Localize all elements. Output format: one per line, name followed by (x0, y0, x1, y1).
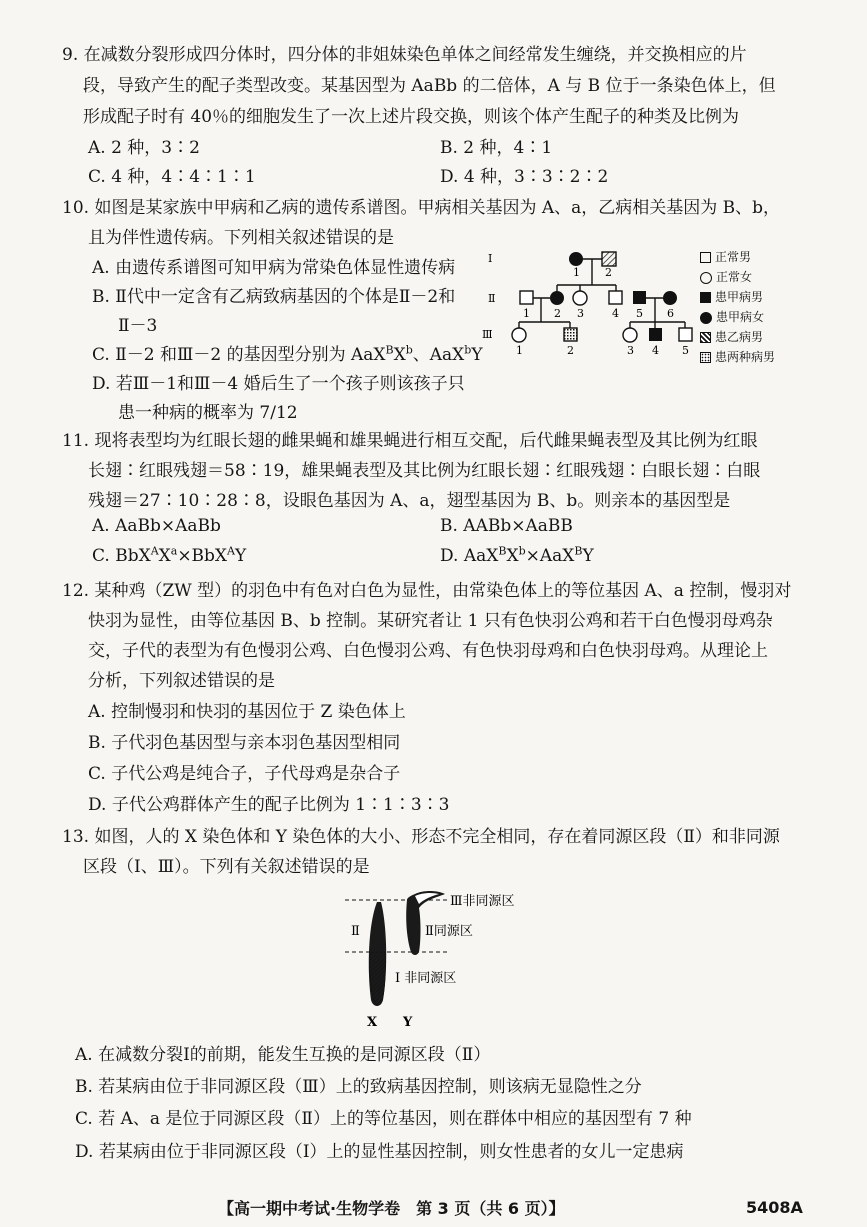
q9-option-d: D. 4 种，3∶3∶2∶2 (440, 167, 609, 187)
q9-option-c: C. 4 种，4∶4∶1∶1 (88, 167, 256, 187)
svg-text:6: 6 (667, 307, 674, 320)
q11-option-a: A. AaBb×AaBb (92, 516, 221, 536)
svg-text:1: 1 (573, 266, 580, 279)
ped-II-4 (609, 291, 622, 304)
q12-line-1: 12. 某种鸡（ZW 型）的羽色中有色对白色为显性，由常染色体上的等位基因 A、a 控制，慢羽对 (62, 581, 792, 601)
y-chromosome (406, 891, 445, 955)
ped-II-5 (633, 291, 646, 304)
q12-line-3: 交，子代的表型为有色慢羽公鸡、白色慢羽公鸡、有色快羽母鸡和白色快羽母鸡。从理论上 (88, 641, 768, 661)
ped-III-5 (679, 328, 692, 341)
q10-line-2: 且为伴性遗传病。下列相关叙述错误的是 (88, 228, 394, 248)
svg-text:2: 2 (554, 307, 561, 320)
q10-option-d-line1: D. 若Ⅲ－1和Ⅲ－4 婚后生了一个孩子则该孩子只 (92, 374, 465, 394)
q12-option-b: B. 子代羽色基因型与亲本羽色基因型相同 (88, 733, 401, 753)
ped-I-2 (602, 252, 616, 266)
svg-text:2: 2 (567, 344, 574, 357)
paper-code: 5408A (746, 1198, 803, 1217)
ped-II-3 (573, 291, 587, 305)
q11-line-1: 11. 现将表型均为红眼长翅的雌果蝇和雄果蝇进行相互交配，后代雌果蝇表型及其比例为红眼 (62, 431, 758, 451)
label-II-left: Ⅱ (351, 924, 360, 939)
ped-II-2 (550, 291, 564, 305)
q12-option-d: D. 子代公鸡群体产生的配子比例为 1∶1∶3∶3 (88, 795, 450, 815)
q12-line-4: 分析，下列叙述错误的是 (88, 671, 275, 691)
svg-text:5: 5 (682, 344, 689, 357)
gen-label-3: Ⅲ (482, 328, 493, 341)
q11-option-b: B. AABb×AaBB (440, 516, 573, 536)
page-footer: 【高一期中考试·生物学卷 第 3 页（共 6 页）】 (218, 1199, 565, 1218)
q10-line-1: 10. 如图是某家族中甲病和乙病的遗传系谱图。甲病相关基因为 A、a，乙病相关基因为 B、b， (62, 198, 781, 218)
q12-option-a: A. 控制慢羽和快羽的基因位于 Z 染色体上 (88, 702, 406, 722)
gen-label-1: Ⅰ (488, 252, 493, 265)
svg-text:1: 1 (516, 344, 523, 357)
ped-II-6 (663, 291, 677, 305)
label-Y: Y (403, 1015, 413, 1030)
q13-option-b: B. 若某病由位于非同源区段（Ⅲ）上的致病基因控制，则该病无显隐性之分 (75, 1077, 642, 1097)
svg-text:3: 3 (627, 344, 634, 357)
svg-text:2: 2 (605, 266, 612, 279)
q9-option-a: A. 2 种，3∶2 (88, 138, 200, 158)
svg-text:1: 1 (523, 307, 530, 320)
q13-option-d: D. 若某病由位于非同源区段（Ⅰ）上的显性基因控制，则女性患者的女儿一定患病 (75, 1142, 684, 1162)
svg-text:4: 4 (652, 344, 659, 357)
q13-line-2: 区段（Ⅰ、Ⅲ）。下列有关叙述错误的是 (83, 857, 370, 877)
ped-III-1 (512, 328, 526, 342)
label-II-right: Ⅱ同源区 (425, 924, 473, 939)
q9-line-1: 9. 在减数分裂形成四分体时，四分体的非姐妹染色单体之间经常发生缠绕，并交换相应的片 (62, 45, 747, 65)
label-III: Ⅲ非同源区 (450, 894, 515, 909)
q10-option-c: C. Ⅱ－2 和Ⅲ－2 的基因型分别为 $AaX^BX^b$、AaX$^b$Y (92, 343, 483, 365)
svg-text:5: 5 (636, 307, 643, 320)
legend-filled-circle-icon (700, 312, 712, 324)
q13-option-c: C. 若 A、a 是位于同源区段（Ⅱ）上的等位基因，则在群体中相应的基因型有 7 种 (75, 1109, 692, 1129)
xy-chromosome-figure (335, 880, 535, 1030)
q11-line-3: 残翅＝27∶10∶28∶8，设眼色基因为 A、a，翅型基因为 B、b。则亲本的基因型是 (88, 491, 731, 511)
legend-square-icon (700, 252, 711, 263)
q13-line-1: 13. 如图，人的 X 染色体和 Y 染色体的大小、形态不完全相同，存在着同源区段（Ⅱ）和非同源 (62, 827, 780, 847)
pedigree-chart (480, 245, 710, 370)
label-I: Ⅰ 非同源区 (395, 971, 457, 986)
ped-III-3 (623, 328, 637, 342)
gen-label-2: Ⅱ (488, 292, 496, 305)
label-X: X (367, 1015, 378, 1030)
q11-line-2: 长翅∶红眼残翅＝58∶19，雄果蝇表型及其比例为红眼长翅∶红眼残翅∶白眼长翅∶白眼 (88, 461, 761, 481)
q12-option-c: C. 子代公鸡是纯合子，子代母鸡是杂合子 (88, 764, 401, 784)
svg-text:4: 4 (612, 307, 619, 320)
q10-option-a: A. 由遗传系谱图可知甲病为常染色体显性遗传病 (92, 258, 456, 278)
q13-option-a: A. 在减数分裂Ⅰ的前期，能发生互换的是同源区段（Ⅱ） (75, 1045, 491, 1065)
q12-line-2: 快羽为显性，由等位基因 B、b 控制。某研究者让 1 只有色快羽公鸡和若干白色慢羽母鸡杂 (88, 611, 773, 631)
ped-III-4 (649, 328, 662, 341)
q10-option-b-line2: Ⅱ－3 (118, 316, 158, 336)
legend-dotted-square-icon (700, 352, 711, 363)
legend-filled-square-icon (700, 292, 711, 303)
ped-III-2 (564, 328, 577, 341)
q10-option-d-line2: 患一种病的概率为 7/12 (118, 403, 298, 423)
q11-option-c: C. $BbX^AX^a\times BbX^AY$ (92, 544, 247, 566)
ped-II-1 (520, 291, 533, 304)
ped-I-1 (569, 252, 583, 266)
q9-option-b: B. 2 种，4∶1 (440, 138, 553, 158)
q9-line-3: 形成配子时有 40％的细胞发生了一次上述片段交换，则该个体产生配子的种类及比例为 (83, 107, 740, 127)
q11-option-d: D. $AaX^BX^b\times AaX^BY$ (440, 544, 594, 566)
legend-hatched-square-icon (700, 332, 711, 343)
svg-text:3: 3 (577, 307, 584, 320)
q9-line-2: 段，导致产生的配子类型改变。某基因型为 AaBb 的二倍体，A 与 B 位于一条染色体上，但 (83, 76, 776, 96)
q10-option-b-line1: B. Ⅱ代中一定含有乙病致病基因的个体是Ⅱ－2和 (92, 287, 456, 307)
legend-circle-icon (700, 272, 712, 284)
